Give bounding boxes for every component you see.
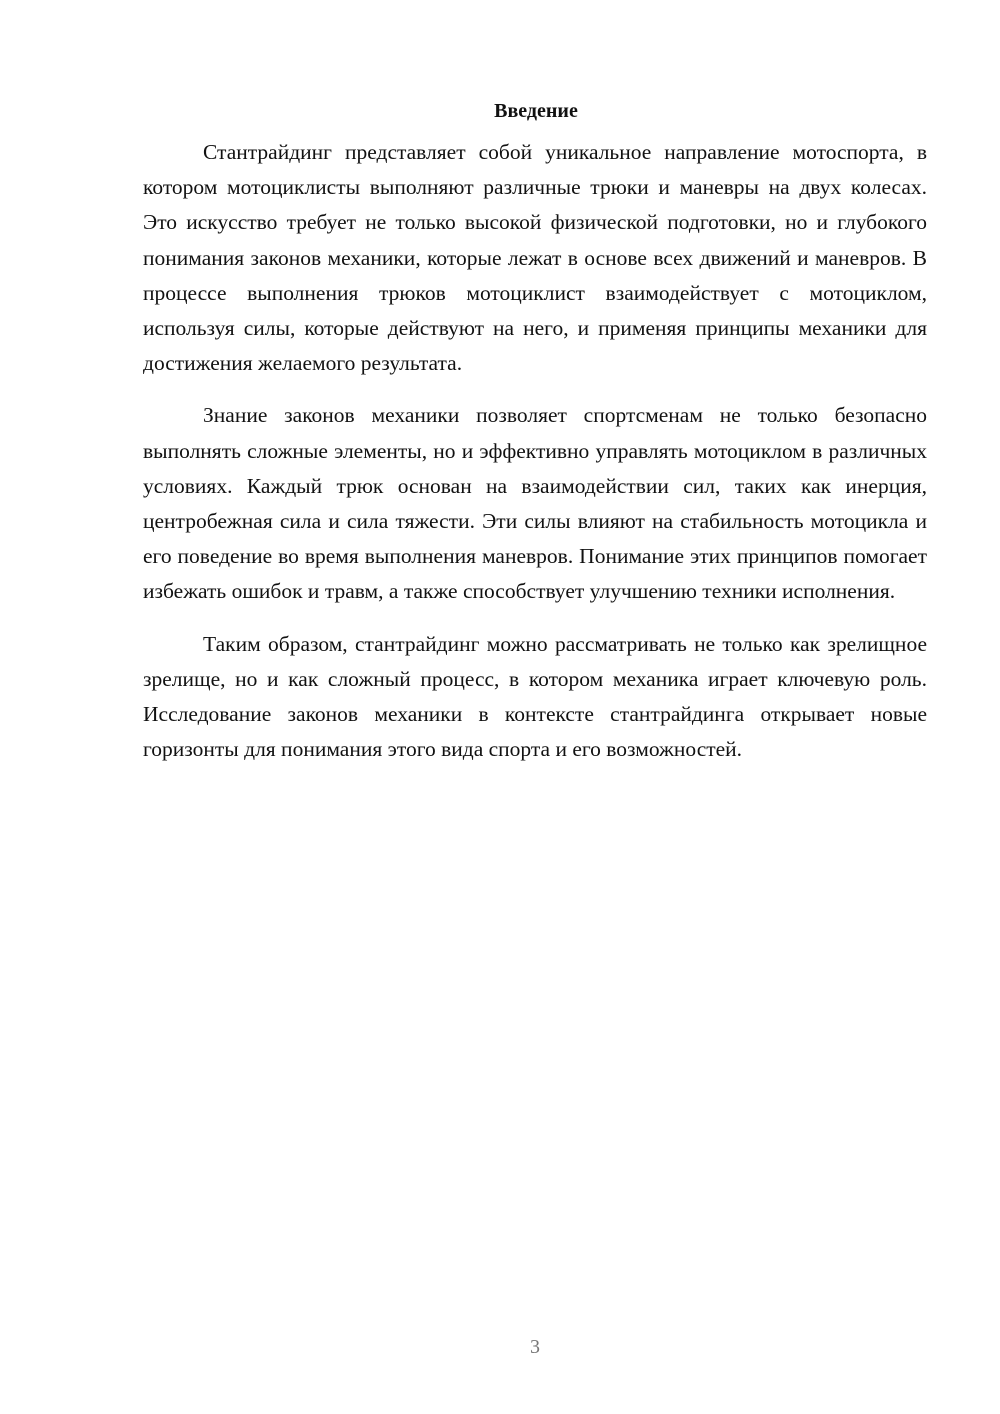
section-title: Введение (494, 100, 578, 122)
paragraph-1: Стантрайдинг представляет собой уникальное направление мотоспорта, в котором мотоциклисты выполняют различные трюки и маневры на двух колесах. Это искусство требует не только высокой физической подготовки, но и глубокого понимания законов механики, которые лежат в основе всех движений и маневров. В процессе выполнения трюков мотоциклист взаимодействует с мотоциклом, используя силы, которые действуют на него, и применяя принципы механики для достижения желаемого результата. (143, 140, 927, 376)
page-content (143, 96, 927, 784)
page-number: 3 (530, 1336, 540, 1358)
paragraph-3: Таким образом, стантрайдинг можно рассматривать не только как зрелищное зрелище, но и как сложный процесс, в котором механика играет ключевую роль. Исследование законов механики в контексте стантрайдинга открывает новые горизонты для понимания этого вида спорта и его возможностей. (143, 631, 927, 762)
paragraph-2: Знание законов механики позволяет спортсменам не только безопасно выполнять сложные элементы, но и эффективно управлять мотоциклом в различных условиях. Каждый трюк основан на взаимодействии сил, таких как инерция, центробежная сила и сила тяжести. Эти силы влияют на стабильность мотоцикла и его поведение во время выполнения маневров. Понимание этих принципов помогает избежать ошибок и травм, а также способствует улучшению техники исполнения. (143, 403, 927, 604)
